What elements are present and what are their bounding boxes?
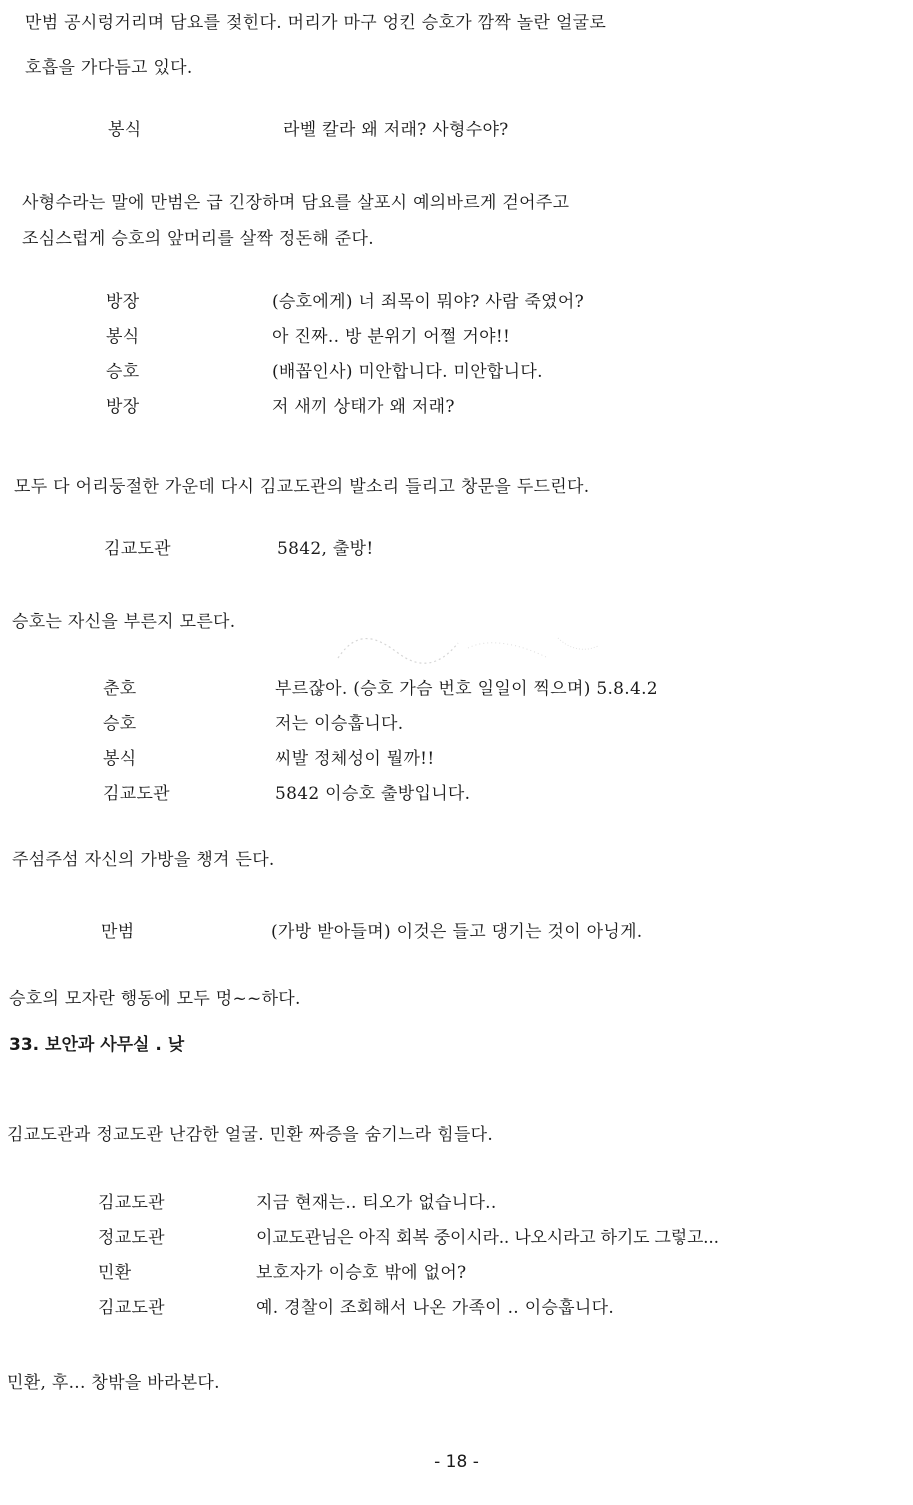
dialogue-text: 보호자가 이승호 밖에 없어? <box>256 1263 467 1283</box>
dialogue-line <box>0 1186 913 1221</box>
speaker-name: 김교도관 <box>98 1298 165 1318</box>
speaker-name: 승호 <box>106 362 140 382</box>
action-line: 호흡을 가다듬고 있다. <box>25 58 193 78</box>
action-line: 민환, 후... 창밖을 바라본다. <box>7 1373 220 1393</box>
dialogue-text: 5842, 출방! <box>277 539 374 559</box>
dialogue-line <box>0 1221 913 1256</box>
dialogue-block <box>0 1186 913 1326</box>
dialogue-line <box>0 777 913 812</box>
action-line: 김교도관과 정교도관 난감한 얼굴. 민환 짜증을 숨기느라 힘들다. <box>7 1125 494 1145</box>
speaker-name: 승호 <box>103 714 137 734</box>
speaker-name: 봉식 <box>106 327 140 347</box>
dialogue-line <box>0 672 913 707</box>
speaker-name: 김교도관 <box>103 784 170 804</box>
dialogue-line <box>0 707 913 742</box>
dialogue-text: 5842 이승호 출방입니다. <box>275 784 471 804</box>
speaker-name: 방장 <box>106 292 140 312</box>
action-line: 조심스럽게 승호의 앞머리를 살짝 정돈해 준다. <box>22 229 374 249</box>
dialogue-line <box>0 915 913 950</box>
speaker-name: 만범 <box>101 922 135 942</box>
dialogue-line <box>0 742 913 777</box>
speaker-name: 봉식 <box>108 120 142 140</box>
dialogue-text: 저는 이승훕니다. <box>275 714 404 734</box>
speaker-name: 김교도관 <box>98 1193 165 1213</box>
action-line: 승호의 모자란 행동에 모두 멍~~하다. <box>9 989 301 1009</box>
dialogue-text: 예. 경찰이 조회해서 나온 가족이 .. 이승훕니다. <box>256 1298 615 1318</box>
page-number: - 18 - <box>434 1452 479 1472</box>
dialogue-line <box>0 1256 913 1291</box>
dialogue-line <box>0 390 913 425</box>
action-line: 주섬주섬 자신의 가방을 챙겨 든다. <box>12 850 275 870</box>
action-line: 모두 다 어리둥절한 가운데 다시 김교도관의 발소리 들리고 창문을 두드린다. <box>14 477 590 497</box>
dialogue-line <box>0 1291 913 1326</box>
dialogue-line <box>0 355 913 390</box>
action-line: 승호는 자신을 부른지 모른다. <box>12 612 236 632</box>
dialogue-line <box>0 532 913 567</box>
speaker-name: 민환 <box>98 1263 132 1283</box>
speaker-name: 방장 <box>106 397 140 417</box>
speaker-name: 봉식 <box>103 749 137 769</box>
dialogue-line <box>0 113 913 148</box>
action-line: 사형수라는 말에 만범은 급 긴장하며 담요를 살포시 예의바르게 걷어주고 <box>22 193 570 213</box>
action-line: 만범 공시렁거리며 담요를 젖힌다. 머리가 마구 엉킨 승호가 깜짝 놀란 얼굴로 <box>25 13 607 33</box>
dialogue-text: (배꼽인사) 미안합니다. 미안합니다. <box>272 362 543 382</box>
dialogue-text: 저 새끼 상태가 왜 저래? <box>272 397 455 417</box>
dialogue-text: 지금 현재는.. 티오가 없습니다.. <box>256 1193 497 1213</box>
dialogue-text: (가방 받아들며) 이것은 들고 댕기는 것이 아닝게. <box>271 922 643 942</box>
dialogue-text: (승호에게) 너 죄목이 뭐야? 사람 죽였어? <box>272 292 585 312</box>
dialogue-block <box>0 915 913 950</box>
dialogue-text: 아 진짜.. 방 분위기 어쩔 거야!! <box>272 327 511 347</box>
speaker-name: 정교도관 <box>98 1228 165 1248</box>
dialogue-block <box>0 532 913 567</box>
speaker-name: 김교도관 <box>104 539 171 559</box>
dialogue-text: 라벨 칼라 왜 저래? 사형수야? <box>283 120 509 140</box>
speaker-name: 춘호 <box>103 679 137 699</box>
scan-smudge <box>318 618 608 678</box>
dialogue-block <box>0 113 913 148</box>
dialogue-block <box>0 285 913 425</box>
dialogue-line <box>0 285 913 320</box>
dialogue-text: 부르잖아. (승호 가슴 번호 일일이 찍으며) 5.8.4.2 <box>275 679 658 699</box>
scene-heading: 33. 보안과 사무실 . 낮 <box>9 1035 185 1055</box>
dialogue-line <box>0 320 913 355</box>
dialogue-text: 이교도관님은 아직 회복 중이시라.. 나오시라고 하기도 그렇고... <box>256 1228 719 1248</box>
dialogue-text: 씨발 정체성이 뭘까!! <box>275 749 435 769</box>
dialogue-block <box>0 672 913 812</box>
